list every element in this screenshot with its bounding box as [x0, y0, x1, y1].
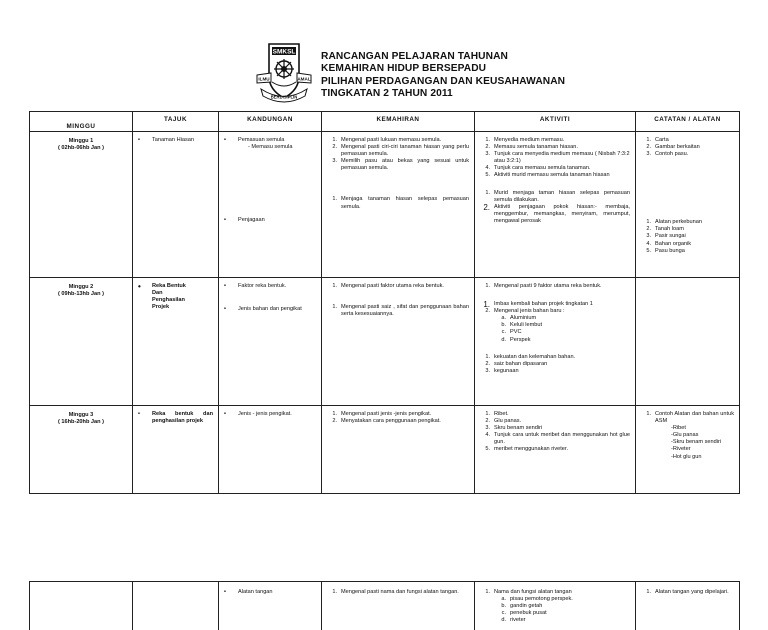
catatan-subitem: -Riveter: [671, 446, 691, 453]
catatan-item: Bahan organik: [655, 240, 692, 247]
kandungan-item: Jenis bahan dan pengikat: [238, 306, 302, 313]
tajuk-cell: • Reka Bentuk Dan Penghasilan Projek: [133, 278, 219, 406]
sub-marker: d.: [501, 617, 506, 624]
kemahiran-item: Menjaga tanaman hiasan selepas pemasuan semula.: [341, 196, 469, 210]
kemahiran-item: Mengenal pasti saiz , sifat dan penggunaan bahan serta kesesuaiannya.: [341, 304, 469, 318]
table-row: [30, 406, 740, 494]
week-dates: ( 09hb-13hb Jan ): [57, 291, 104, 298]
aktiviti-subitem: Keluli lembut: [510, 322, 543, 329]
aktiviti-cell: 1. Menyedia medium memasu. 2. Memasu semula tanaman hiasan. 3. Tunjuk cara menyedia medium memasu ( Nisbah 7:3:2 atau 3:2:1) 4. Tunjuk cara memasu semula tanaman. 5. Aktiviti murid memasu semula tanaman hiasan 1. Murid menjaga taman hiasan selepas pemasuan semula dilakukan. 2. Aktiviti penjagaan pokok hiasan:- membaja, menggembur, memangkas, menyiram, merumput, mengawal perosak: [475, 132, 636, 278]
kandungan-cell: • Faktor reka bentuk. • Jenis bahan dan pengikat: [219, 278, 322, 406]
catatan-item: Pasir sungai: [655, 233, 686, 240]
catatan-cell: 1. Carta 2. Gambar berkaitan 3. Contoh pasu. 1. Alatan perkebunan 2. Tanah loam 3. Pasir sungai 4. Bahan organik 5. Pasu bunga: [636, 132, 740, 278]
aktiviti-item: Murid menjaga taman hiasan selepas pemasuan semula dilakukan.: [494, 189, 630, 203]
catatan-subitem: -Glu panas: [671, 432, 699, 439]
school-crest-icon: [255, 42, 313, 104]
column-header-minggu: MINGGU: [30, 112, 133, 132]
kandungan-item: Penjagaan: [238, 217, 265, 224]
svg-text:ILMU: ILMU: [258, 76, 270, 82]
tajuk-text: Reka bentuk dan penghasilan projek: [152, 411, 213, 425]
catatan-subitem: -Skru benam sendiri: [671, 439, 722, 446]
week-label: Minggu 3: [68, 412, 94, 418]
aktiviti-item: Tunjuk cara memasu semula tanaman.: [494, 165, 591, 172]
kemahiran-cell: 1. Mengenal pasti nama dan fungsi alatan tangan.: [322, 582, 475, 630]
aktiviti-item: Mengenal jenis bahan baru :: [494, 308, 565, 315]
tajuk-word: Reka Bentuk: [152, 283, 186, 289]
catatan-item: Contoh pasu.: [655, 151, 689, 158]
table-row: [30, 582, 740, 630]
aktiviti-item: Tunjuk cara untuk meribet dan menggunakan hot glue gun.: [494, 432, 630, 446]
catatan-cell: 1. Contoh Alatan dan bahan untuk ASM -Ribet -Glu panas -Skru benam sendiri -Riveter -Hot glu gun: [636, 406, 740, 494]
aktiviti-cell: 1. Ribet. 2. Glu panas. 3. Skru benam sendiri 4. Tunjuk cara untuk meribet dan menggunakan hot glue gun. 5. meribet menggunakan riveter.: [475, 406, 636, 494]
kemahiran-item: Mengenal pasti nama dan fungsi alatan tangan.: [341, 589, 459, 595]
kandungan-cell: • Pemasuan semula - Memasu semula • Penjagaan: [219, 132, 322, 278]
aktiviti-subitem: pisau pemotong perspek.: [510, 596, 573, 603]
column-header-tajuk: TAJUK: [133, 112, 219, 132]
kandungan-cell: • Jenis - jenis pengikat.: [219, 406, 322, 494]
kemahiran-item: Menyatakan cara penggunaan pengikat.: [341, 418, 441, 425]
table-header-row: [30, 112, 740, 132]
table-row: [30, 278, 740, 406]
sub-marker: c.: [501, 610, 506, 617]
sub-marker: a.: [501, 315, 506, 322]
kemahiran-cell: 1. Mengenal pasti faktor utama reka bentuk. 1. Mengenal pasti saiz , sifat dan penggunaan bahan serta kesesuaiannya.: [322, 278, 475, 406]
kandungan-subitem: - Memasu semula: [248, 144, 293, 151]
aktiviti-item: Aktiviti penjagaan pokok hiasan:- membaja, menggembur, memangkas, menyiram, merumput, mengawal perosak: [494, 203, 630, 224]
aktiviti-item: Nama dan fungsi alatan tangan: [494, 589, 572, 595]
catatan-item: Tanah loam: [655, 226, 684, 233]
aktiviti-item: Imbas kembali bahan projek tingkatan 1: [494, 301, 593, 308]
lesson-plan-table: [29, 111, 740, 494]
aktiviti-item: Ribet.: [494, 411, 509, 417]
tajuk-text: Tanaman Hiasan: [152, 137, 194, 143]
week-cell: [30, 582, 133, 630]
column-header-catatan: CATATAN / ALATAN: [636, 112, 740, 132]
title-line: TINGKATAN 2 TAHUN 2011: [321, 88, 453, 100]
kemahiran-cell: 1. Mengenal pasti lukuan memasu semula. 2. Mengenal pasti ciri-ciri tanaman hiasan yang perlu pemasuan semula. 3. Memilih pasu atau bekas yang sesuai untuk pemasuan semula. 1. Menjaga tanaman hiasan selepas pemasuan semula.: [322, 132, 475, 278]
document-title-block: [321, 51, 565, 101]
catatan-item: Carta: [655, 137, 669, 143]
catatan-item: Gambar berkaitan: [655, 144, 700, 151]
aktiviti-item: Skru benam sendiri: [494, 425, 543, 432]
tajuk-cell: [133, 582, 219, 630]
catatan-cell: [636, 278, 740, 406]
kemahiran-cell: 1. Mengenal pasti jenis -jenis pengikat. 2. Menyatakan cara penggunaan pengikat.: [322, 406, 475, 494]
aktiviti-item: saiz bahan dipasaran: [494, 360, 548, 367]
sub-marker: c.: [501, 329, 506, 336]
week-cell: [30, 406, 133, 494]
column-header-aktiviti: AKTIVITI: [475, 112, 636, 132]
aktiviti-subitem: Aluminium: [510, 315, 537, 322]
tajuk-cell: • Reka bentuk dan penghasilan projek: [133, 406, 219, 494]
tajuk-word: Penghasilan: [152, 297, 185, 304]
catatan-cell: 1. Alatan tangan yang dipelajari.: [636, 582, 740, 630]
catatan-item: Alatan tangan yang dipelajari.: [655, 589, 729, 595]
kandungan-item: Faktor reka bentuk.: [238, 283, 287, 289]
catatan-subitem: -Hot glu gun: [671, 453, 702, 460]
aktiviti-subitem: gandin getah: [510, 603, 543, 610]
sub-marker: b.: [501, 322, 506, 329]
title-line: KEMAHIRAN HIDUP BERSEPADU: [321, 63, 487, 75]
sub-marker: b.: [501, 603, 506, 610]
kemahiran-item: Mengenal pasti faktor utama reka bentuk.: [341, 283, 444, 289]
svg-text:SMKSL: SMKSL: [272, 48, 296, 56]
kandungan-item: Pemasuan semula: [238, 137, 285, 143]
catatan-subitem: -Ribet: [671, 425, 686, 432]
column-header-kemahiran: KEMAHIRAN: [322, 112, 475, 132]
tajuk-word: Dan: [152, 290, 163, 297]
tajuk-word: Projek: [152, 304, 170, 311]
aktiviti-cell: 1. Mengenal pasti 9 faktor utama reka bentuk. 1. Imbas kembali bahan projek tingkatan 1 2. Mengenal jenis bahan baru : a. Aluminium b. Keluli lembut c. PVC d. Perspek 1. kekuatan dan kelemahan bahan. 2. saiz bahan dipasaran 3. kegunaan: [475, 278, 636, 406]
catatan-item: Contoh Alatan dan bahan untuk ASM: [655, 411, 734, 425]
aktiviti-cell: 1. Nama dan fungsi alatan tangan a. pisau pemotong perspek. b. gandin getah c. penebuk pusat d. riveter: [475, 582, 636, 630]
aktiviti-item: kegunaan: [494, 367, 519, 374]
catatan-item: Pasu bunga: [655, 247, 685, 254]
aktiviti-item: Menyedia medium memasu.: [494, 137, 565, 143]
tajuk-cell: • Tanaman Hiasan: [133, 132, 219, 278]
kandungan-item: Jenis - jenis pengikat.: [238, 411, 292, 417]
catatan-item: Alatan perkebunan: [655, 219, 702, 226]
week-dates: ( 16hb-20hb Jan ): [57, 419, 104, 426]
week-cell: [30, 278, 133, 406]
kemahiran-item: Memilih pasu atau bekas yang sesuai untuk pemasuan semula.: [341, 158, 469, 172]
aktiviti-item: Memasu semula tanaman hiasan.: [494, 144, 578, 151]
aktiviti-subitem: penebuk pusat: [510, 610, 547, 617]
column-header-kandungan: KANDUNGAN: [219, 112, 322, 132]
kemahiran-item: Mengenal pasti jenis -jenis pengikat.: [341, 411, 432, 417]
kandungan-item: Alatan tangan: [238, 589, 273, 595]
aktiviti-item: meribet menggunakan riveter.: [494, 446, 569, 453]
aktiviti-item: Tunjuk cara menyedia medium memasu ( Nisbah 7:3:2 atau 3:2:1): [494, 151, 630, 165]
aktiviti-item: Aktiviti murid memasu semula tanaman hiasan: [494, 172, 610, 179]
title-line: RANCANGAN PELAJARAN TAHUNAN: [321, 51, 509, 62]
table-row: [30, 132, 740, 278]
kemahiran-item: Mengenal pasti lukuan memasu semula.: [341, 137, 442, 143]
aktiviti-subitem: PVC: [510, 329, 522, 336]
aktiviti-subitem: riveter: [510, 617, 526, 624]
aktiviti-item: kekuatan dan kelemahan bahan.: [494, 353, 576, 360]
week-cell: [30, 132, 133, 278]
aktiviti-item: Glu panas.: [494, 418, 522, 425]
svg-text:BERDISIPLIN: BERDISIPLIN: [270, 94, 298, 100]
title-line: PILIHAN PERDAGANGAN DAN KEUSAHAWANAN: [321, 75, 566, 87]
week-label: Minggu 2: [68, 284, 94, 290]
aktiviti-item: Mengenal pasti 9 faktor utama reka bentuk.: [494, 283, 602, 289]
week-label: Minggu 1: [68, 138, 94, 144]
lesson-plan-table-continued: [29, 581, 740, 630]
aktiviti-subitem: Perspek: [510, 336, 531, 343]
sub-marker: d.: [501, 336, 506, 343]
sub-marker: a.: [501, 596, 506, 603]
document-header: [255, 42, 575, 106]
kandungan-cell: • Alatan tangan: [219, 582, 322, 630]
svg-text:AMAL: AMAL: [297, 76, 311, 82]
kemahiran-item: Mengenal pasti ciri-ciri tanaman hiasan yang perlu pemasuan semula.: [341, 144, 469, 158]
week-dates: ( 02hb-06hb Jan ): [57, 145, 104, 152]
